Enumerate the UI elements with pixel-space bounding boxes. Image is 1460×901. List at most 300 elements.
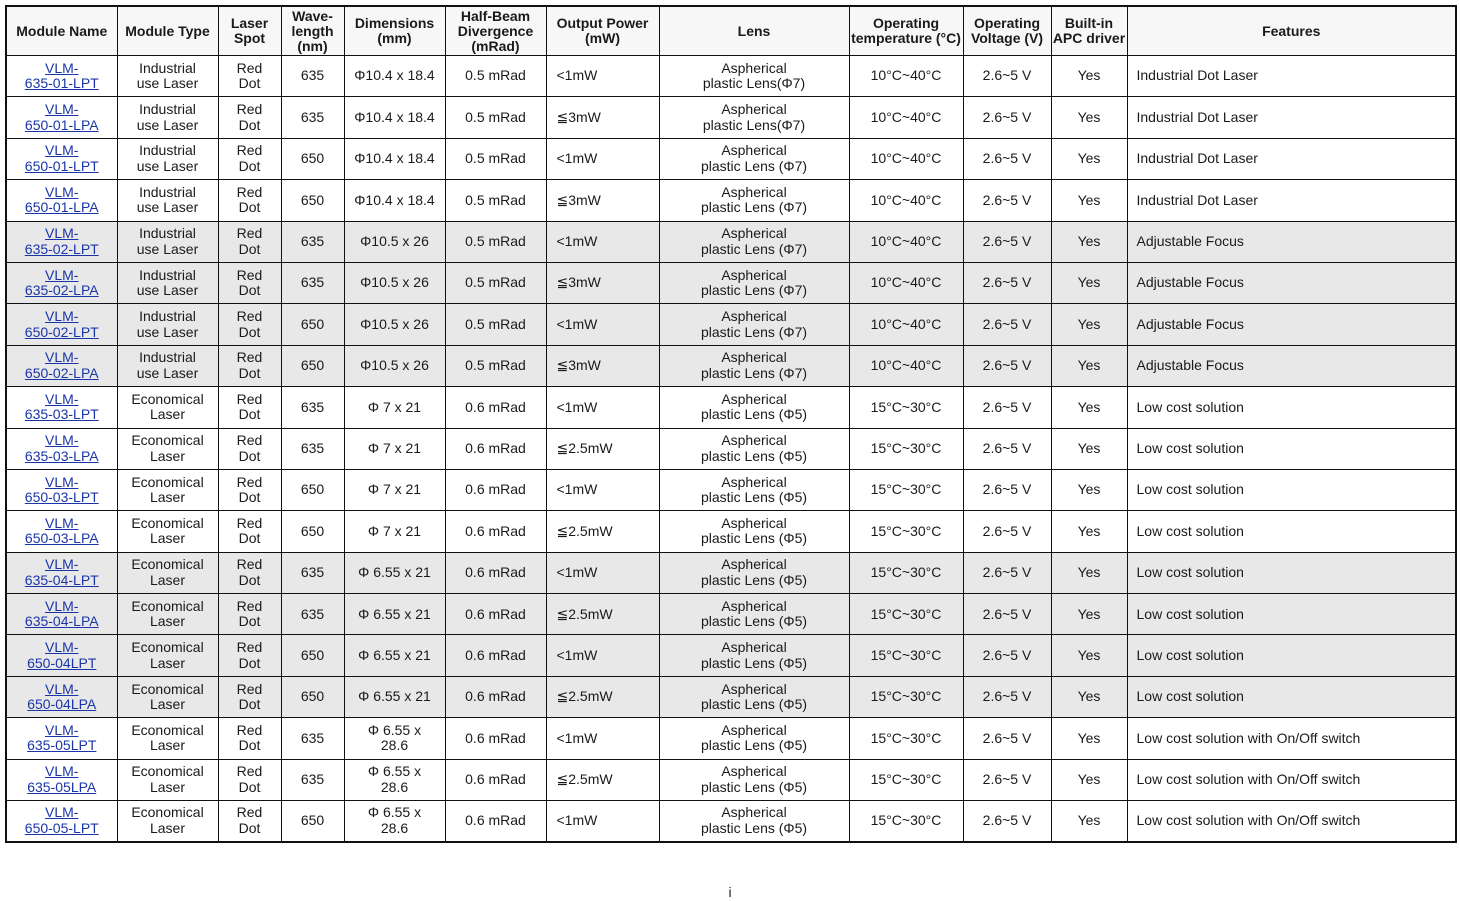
output-power-cell: [546, 718, 659, 759]
wavelength-cell: [281, 180, 344, 221]
output-power-cell-text: ≦3mW: [556, 108, 601, 125]
temperature-cell: [849, 594, 963, 635]
output-power-cell: [546, 180, 659, 221]
dimensions-cell-text: Φ 6.55 x: [367, 721, 422, 738]
lens-cell-text: plastic Lens (Φ7): [700, 323, 808, 340]
lens-cell-text: Aspherical: [721, 59, 787, 76]
table-row: [6, 428, 1456, 469]
lens-cell-text: Aspherical: [721, 639, 787, 656]
features-cell-text: Adjustable Focus: [1136, 315, 1244, 332]
voltage-cell-text: 2.6~5 V: [982, 398, 1032, 415]
wavelength-cell: [281, 428, 344, 469]
divergence-cell-text: 0.6 mRad: [465, 564, 526, 581]
lens-cell-text: plastic Lens (Φ5): [700, 489, 808, 506]
wavelength-cell-text: 650: [300, 357, 325, 374]
module-type-cell-text: use Laser: [136, 323, 199, 340]
module-type-cell-text: use Laser: [136, 157, 199, 174]
temperature-cell: [849, 138, 963, 179]
divergence-cell-text: 0.5 mRad: [465, 357, 526, 374]
dimensions-cell: [344, 138, 445, 179]
apc-cell-text: Yes: [1077, 67, 1101, 84]
laser-spot-cell-text: Dot: [238, 613, 261, 630]
laser-spot-cell: [218, 180, 281, 221]
dimensions-cell: [344, 594, 445, 635]
temperature-cell: [849, 552, 963, 593]
module-type-cell: [117, 221, 218, 262]
voltage-cell: [963, 594, 1051, 635]
temperature-cell: [849, 801, 963, 842]
divergence-cell-text: 0.6 mRad: [465, 688, 526, 705]
dimensions-cell-text: Φ 6.55 x: [367, 804, 422, 821]
features-cell: [1127, 552, 1456, 593]
features-cell-text: Low cost solution: [1136, 398, 1244, 415]
dimensions-cell-text: Φ10.4 x 18.4: [354, 150, 435, 167]
apc-cell-text: Yes: [1077, 564, 1101, 581]
features-cell: [1127, 759, 1456, 800]
module-name-link[interactable]: [27, 763, 96, 795]
module-type-cell-text: use Laser: [136, 75, 199, 92]
lens-cell: [659, 262, 849, 303]
apc-cell-text: Yes: [1077, 522, 1101, 539]
page-number: i: [728, 884, 732, 900]
features-cell-text: Low cost solution: [1136, 646, 1244, 663]
dimensions-cell-text: Φ10.5 x 26: [360, 233, 429, 249]
table-row: [6, 801, 1456, 842]
output-power-cell-text: <1mW: [556, 481, 598, 498]
lens-cell: [659, 304, 849, 345]
features-cell: [1127, 221, 1456, 262]
module-name-link[interactable]: [25, 391, 99, 423]
wavelength-cell-text: 635: [300, 605, 325, 622]
divergence-cell: [445, 138, 546, 179]
voltage-cell-text: 2.6~5 V: [982, 771, 1032, 788]
module-name-line1: VLM-: [45, 266, 79, 283]
laser-spot-cell-text: Dot: [238, 447, 261, 464]
wavelength-cell: [281, 262, 344, 303]
output-power-cell: [546, 759, 659, 800]
table-row: [6, 552, 1456, 593]
lens-cell-text: Aspherical: [721, 721, 787, 738]
table-row: [6, 759, 1456, 800]
output-power-cell: [546, 801, 659, 842]
output-power-cell: [546, 262, 659, 303]
module-name-cell: [6, 97, 117, 138]
wavelength-cell: [281, 759, 344, 800]
features-cell-text: Low cost solution with On/Off switch: [1136, 771, 1361, 788]
voltage-cell: [963, 221, 1051, 262]
module-name-link[interactable]: [25, 142, 99, 174]
table-row: [6, 221, 1456, 262]
module-name-link[interactable]: [25, 598, 99, 630]
wavelength-cell: [281, 138, 344, 179]
module-type-cell-text: use Laser: [136, 364, 199, 381]
wavelength-cell: [281, 594, 344, 635]
voltage-cell-text: 2.6~5 V: [982, 191, 1032, 208]
features-cell: [1127, 262, 1456, 303]
output-power-cell-text: ≦2.5mW: [556, 605, 613, 622]
dimensions-cell-text: Φ 6.55 x 21: [358, 688, 431, 705]
module-type-cell-text: Laser: [149, 447, 186, 464]
voltage-cell-text: 2.6~5 V: [982, 605, 1032, 622]
module-type-cell-text: Industrial: [139, 266, 196, 283]
module-type-cell-text: Industrial: [139, 183, 196, 200]
wavelength-cell: [281, 97, 344, 138]
laser-spot-cell: [218, 635, 281, 676]
table-row: [6, 345, 1456, 386]
voltage-cell: [963, 56, 1051, 97]
divergence-cell: [445, 345, 546, 386]
dimensions-cell-text: Φ10.4 x 18.4: [354, 108, 435, 125]
apc-cell: [1051, 718, 1127, 759]
lens-cell-text: Aspherical: [721, 680, 787, 697]
wavelength-cell-text: 650: [300, 646, 325, 663]
module-type-cell-text: Laser: [149, 406, 186, 423]
module-name-link[interactable]: [25, 267, 99, 299]
dimensions-cell: [344, 552, 445, 593]
module-name-line2: 650-01-LPA: [24, 199, 99, 216]
laser-spot-cell-text: Dot: [238, 530, 261, 547]
output-power-cell: [546, 56, 659, 97]
divergence-cell: [445, 759, 546, 800]
table-row: [6, 387, 1456, 428]
module-type-cell-text: use Laser: [136, 199, 199, 216]
module-type-cell: [117, 594, 218, 635]
voltage-cell: [963, 676, 1051, 717]
module-name-link[interactable]: [25, 804, 99, 836]
module-type-cell-text: use Laser: [136, 282, 199, 299]
divergence-cell: [445, 718, 546, 759]
module-name-link[interactable]: [25, 101, 99, 133]
wavelength-cell-text: 635: [300, 564, 325, 581]
dimensions-cell: [344, 676, 445, 717]
module-name-line2: 635-03-LPA: [24, 447, 99, 464]
module-name-line2: 635-01-LPT: [24, 75, 99, 92]
dimensions-cell-text: 28.6: [380, 737, 409, 754]
module-type-cell: [117, 345, 218, 386]
temperature-cell-text: 15°C~30°C: [870, 564, 942, 581]
module-name-line2: 635-04-LPA: [24, 613, 99, 630]
apc-cell-text: Yes: [1077, 357, 1101, 374]
module-name-line1: VLM-: [45, 142, 79, 159]
divergence-cell: [445, 97, 546, 138]
divergence-cell-text: 0.6 mRad: [465, 398, 526, 415]
divergence-cell: [445, 221, 546, 262]
module-name-line2: 650-03-LPA: [24, 530, 99, 547]
lens-cell-text: plastic Lens (Φ5): [700, 696, 808, 713]
laser-spot-cell-text: Dot: [238, 157, 261, 174]
laser-spot-cell-text: Dot: [238, 654, 261, 671]
dimensions-cell-text: Φ 6.55 x 21: [358, 646, 431, 663]
features-cell: [1127, 345, 1456, 386]
apc-cell: [1051, 180, 1127, 221]
voltage-cell-text: 2.6~5 V: [982, 439, 1032, 456]
module-type-cell: [117, 97, 218, 138]
output-power-cell-text: <1mW: [556, 233, 598, 249]
divergence-cell-text: 0.6 mRad: [465, 812, 526, 829]
table-row: [6, 304, 1456, 345]
lens-cell-text: Aspherical: [721, 225, 787, 242]
temperature-cell-text: 10°C~40°C: [870, 191, 942, 208]
divergence-cell-text: 0.6 mRad: [465, 439, 526, 456]
wavelength-cell-text: 650: [300, 315, 325, 332]
header-output-power: Output Power (mW): [546, 6, 659, 56]
lens-cell-text: plastic Lens (Φ5): [700, 819, 808, 836]
divergence-cell: [445, 428, 546, 469]
apc-cell: [1051, 801, 1127, 842]
lens-cell-text: Aspherical: [721, 473, 787, 490]
module-name-link[interactable]: [25, 349, 99, 381]
module-type-cell-text: Laser: [149, 737, 186, 754]
module-name-link[interactable]: [25, 432, 99, 464]
dimensions-cell-text: Φ10.4 x 18.4: [354, 67, 435, 84]
module-type-cell: [117, 387, 218, 428]
temperature-cell: [849, 635, 963, 676]
table-row: [6, 676, 1456, 717]
wavelength-cell-text: 650: [300, 481, 325, 498]
features-cell: [1127, 428, 1456, 469]
module-name-cell: [6, 676, 117, 717]
module-type-cell: [117, 428, 218, 469]
lens-cell: [659, 801, 849, 842]
voltage-cell: [963, 469, 1051, 510]
laser-spot-cell-text: Dot: [238, 364, 261, 381]
divergence-cell: [445, 180, 546, 221]
module-name-link[interactable]: [27, 639, 96, 671]
wavelength-cell: [281, 801, 344, 842]
features-cell-text: Adjustable Focus: [1136, 233, 1244, 249]
temperature-cell: [849, 262, 963, 303]
module-name-line1: VLM-: [45, 597, 79, 614]
module-name-line1: VLM-: [45, 308, 79, 325]
wavelength-cell: [281, 221, 344, 262]
laser-spot-cell-text: Red: [236, 514, 263, 531]
temperature-cell-text: 10°C~40°C: [870, 108, 942, 125]
module-name-link[interactable]: [25, 556, 99, 588]
table-row: [6, 469, 1456, 510]
table-row: [6, 635, 1456, 676]
voltage-cell: [963, 345, 1051, 386]
module-name-link[interactable]: [25, 60, 99, 92]
lens-cell: [659, 469, 849, 510]
module-type-cell-text: Industrial: [139, 225, 196, 242]
voltage-cell-text: 2.6~5 V: [982, 481, 1032, 498]
lens-cell-text: plastic Lens (Φ7): [700, 364, 808, 381]
module-name-line1: VLM-: [45, 101, 79, 118]
divergence-cell-text: 0.6 mRad: [465, 771, 526, 788]
module-type-cell-text: Laser: [149, 489, 186, 506]
lens-cell-text: Aspherical: [721, 308, 787, 325]
laser-spot-cell-text: Dot: [238, 406, 261, 423]
temperature-cell: [849, 304, 963, 345]
module-name-line2: 650-03-LPT: [24, 489, 99, 506]
lens-cell-text: Aspherical: [721, 183, 787, 200]
apc-cell: [1051, 138, 1127, 179]
module-name-link[interactable]: [27, 722, 96, 754]
features-cell: [1127, 304, 1456, 345]
output-power-cell: [546, 511, 659, 552]
module-name-cell: [6, 56, 117, 97]
wavelength-cell-text: 650: [300, 688, 325, 705]
temperature-cell: [849, 676, 963, 717]
module-name-line1: VLM-: [45, 432, 79, 449]
table-row: [6, 511, 1456, 552]
temperature-cell-text: 10°C~40°C: [870, 315, 942, 332]
voltage-cell: [963, 759, 1051, 800]
lens-cell: [659, 511, 849, 552]
output-power-cell-text: ≦3mW: [556, 274, 601, 291]
module-name-link[interactable]: [25, 515, 99, 547]
apc-cell: [1051, 262, 1127, 303]
module-name-line2: 635-05LPA: [27, 778, 97, 795]
module-type-cell-text: Economical: [131, 432, 204, 449]
features-cell-text: Low cost solution: [1136, 564, 1244, 581]
apc-cell-text: Yes: [1077, 605, 1101, 622]
laser-spot-cell-text: Dot: [238, 489, 261, 506]
lens-cell: [659, 56, 849, 97]
module-name-link[interactable]: [27, 681, 96, 713]
module-name-link[interactable]: [25, 225, 99, 257]
laser-spot-cell-text: Dot: [238, 282, 261, 299]
module-name-link[interactable]: [25, 474, 99, 506]
lens-cell-text: plastic Lens (Φ5): [700, 654, 808, 671]
apc-cell: [1051, 221, 1127, 262]
output-power-cell: [546, 635, 659, 676]
module-name-line2: 650-02-LPA: [24, 364, 99, 381]
module-name-line1: VLM-: [45, 514, 79, 531]
module-name-cell: [6, 138, 117, 179]
module-name-line2: 650-02-LPT: [24, 323, 99, 340]
voltage-cell-text: 2.6~5 V: [982, 150, 1032, 167]
temperature-cell-text: 15°C~30°C: [870, 481, 942, 498]
module-type-cell-text: Economical: [131, 804, 204, 821]
header-laser-spot: Laser Spot: [218, 6, 281, 56]
laser-spot-cell-text: Red: [236, 556, 263, 573]
apc-cell-text: Yes: [1077, 274, 1101, 291]
module-name-link[interactable]: [25, 184, 99, 216]
temperature-cell: [849, 387, 963, 428]
divergence-cell: [445, 676, 546, 717]
lens-cell-text: Aspherical: [721, 763, 787, 780]
lens-cell: [659, 138, 849, 179]
lens-cell: [659, 97, 849, 138]
module-name-line2: 635-03-LPT: [24, 406, 99, 423]
lens-cell-text: plastic Lens (Φ7): [700, 199, 808, 216]
module-name-cell: [6, 428, 117, 469]
laser-spot-cell: [218, 676, 281, 717]
module-type-cell-text: Industrial: [139, 59, 196, 76]
dimensions-cell-text: Φ10.5 x 26: [360, 357, 429, 374]
module-name-line1: VLM-: [45, 349, 79, 366]
laser-spot-cell-text: Red: [236, 349, 263, 366]
module-type-cell-text: Laser: [149, 778, 186, 795]
output-power-cell-text: <1mW: [556, 315, 598, 332]
wavelength-cell: [281, 676, 344, 717]
divergence-cell: [445, 56, 546, 97]
voltage-cell: [963, 428, 1051, 469]
module-type-cell: [117, 262, 218, 303]
lens-cell: [659, 387, 849, 428]
voltage-cell-text: 2.6~5 V: [982, 274, 1032, 291]
laser-spot-cell-text: Red: [236, 308, 263, 325]
dimensions-cell-text: Φ10.4 x 18.4: [354, 191, 435, 208]
module-name-line1: VLM-: [45, 639, 79, 656]
laser-spot-cell-text: Red: [236, 266, 263, 283]
temperature-cell: [849, 56, 963, 97]
wavelength-cell-text: 635: [300, 771, 325, 788]
dimensions-cell-text: Φ10.5 x 26: [360, 274, 429, 291]
table-row: [6, 718, 1456, 759]
output-power-cell-text: <1mW: [556, 812, 598, 829]
apc-cell: [1051, 387, 1127, 428]
voltage-cell-text: 2.6~5 V: [982, 315, 1032, 332]
laser-spot-cell-text: Red: [236, 432, 263, 449]
divergence-cell-text: 0.5 mRad: [465, 150, 526, 167]
module-name-line2: 650-04LPT: [27, 654, 97, 671]
features-cell: [1127, 718, 1456, 759]
output-power-cell: [546, 221, 659, 262]
laser-spot-cell: [218, 511, 281, 552]
module-type-cell-text: Laser: [149, 530, 186, 547]
lens-cell-text: Aspherical: [721, 266, 787, 283]
laser-spot-cell-text: Red: [236, 59, 263, 76]
laser-spot-cell-text: Red: [236, 721, 263, 738]
lens-cell-text: plastic Lens (Φ5): [700, 778, 808, 795]
module-name-cell: [6, 718, 117, 759]
features-cell: [1127, 511, 1456, 552]
module-type-cell-text: Laser: [149, 613, 186, 630]
features-cell-text: Low cost solution: [1136, 439, 1244, 456]
temperature-cell-text: 15°C~30°C: [870, 646, 942, 663]
features-cell-text: Industrial Dot Laser: [1136, 191, 1258, 208]
module-type-cell-text: Economical: [131, 473, 204, 490]
temperature-cell-text: 15°C~30°C: [870, 688, 942, 705]
apc-cell-text: Yes: [1077, 398, 1101, 415]
wavelength-cell: [281, 387, 344, 428]
lens-cell: [659, 221, 849, 262]
apc-cell: [1051, 56, 1127, 97]
features-cell: [1127, 56, 1456, 97]
laser-spot-cell: [218, 552, 281, 593]
lens-cell-text: plastic Lens(Φ7): [702, 75, 806, 92]
table-row: [6, 138, 1456, 179]
module-type-cell: [117, 469, 218, 510]
laser-spot-cell: [218, 387, 281, 428]
module-type-cell: [117, 759, 218, 800]
module-type-cell-text: Economical: [131, 597, 204, 614]
apc-cell: [1051, 635, 1127, 676]
laser-module-spec-table: [5, 5, 1457, 843]
voltage-cell: [963, 138, 1051, 179]
temperature-cell: [849, 97, 963, 138]
dimensions-cell: [344, 97, 445, 138]
module-type-cell-text: Laser: [149, 696, 186, 713]
features-cell-text: Low cost solution: [1136, 522, 1244, 539]
temperature-cell: [849, 345, 963, 386]
features-cell-text: Industrial Dot Laser: [1136, 108, 1258, 125]
output-power-cell-text: ≦2.5mW: [556, 771, 613, 788]
features-cell: [1127, 594, 1456, 635]
lens-cell-text: plastic Lens (Φ7): [700, 240, 808, 257]
temperature-cell: [849, 428, 963, 469]
wavelength-cell-text: 635: [300, 108, 325, 125]
laser-spot-cell: [218, 718, 281, 759]
header-dimensions: Dimensions (mm): [344, 6, 445, 56]
module-name-link[interactable]: [25, 308, 99, 340]
voltage-cell: [963, 262, 1051, 303]
output-power-cell: [546, 552, 659, 593]
features-cell: [1127, 387, 1456, 428]
output-power-cell: [546, 428, 659, 469]
